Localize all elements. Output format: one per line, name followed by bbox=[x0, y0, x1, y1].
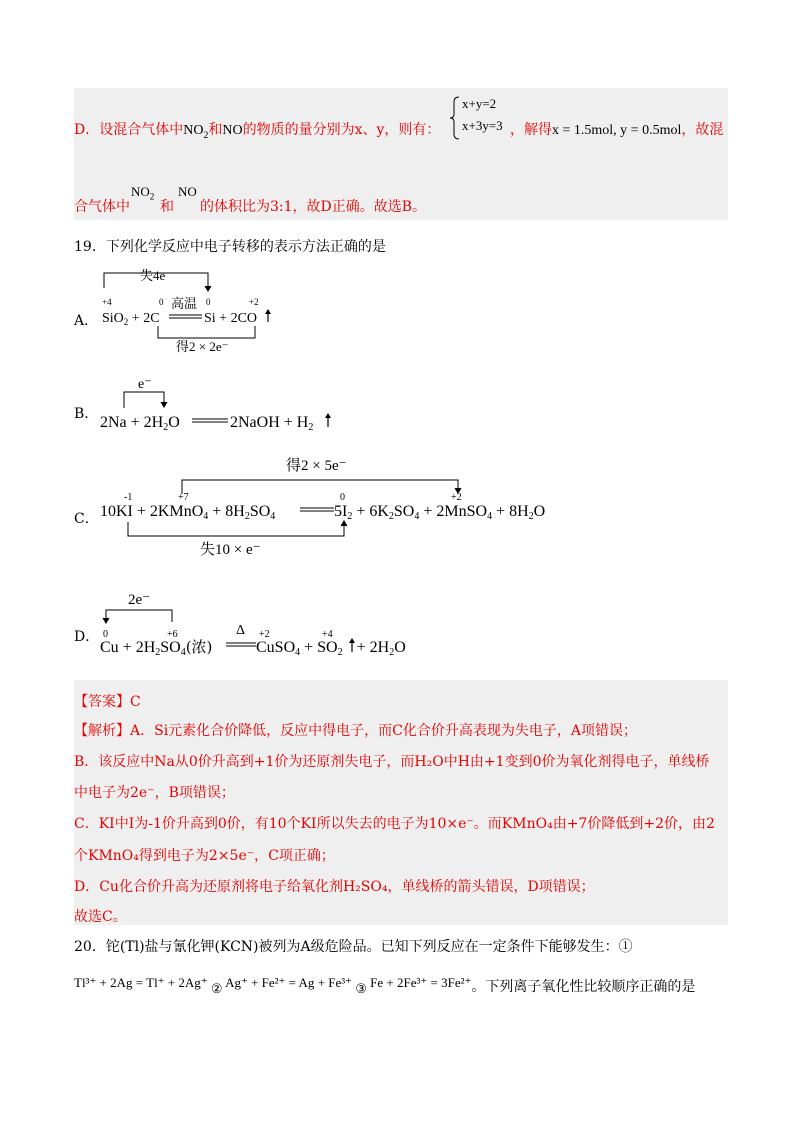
answer-tag: 【答案】 bbox=[74, 694, 130, 710]
q18-d-line2-a: 合气体中 bbox=[74, 199, 130, 215]
svg-text:Si + 2CO: Si + 2CO bbox=[204, 311, 258, 326]
answer-value: C bbox=[130, 694, 141, 710]
q18-d-line2-b: 的体积比为3:1，故D正确。故选B。 bbox=[200, 199, 427, 215]
system-eq-1: x+y=2 bbox=[462, 96, 497, 111]
svg-text:0: 0 bbox=[340, 492, 345, 503]
q18-d-line1-tail: ，解得x = 1.5mol, y = 0.5mol，故混 bbox=[510, 122, 724, 138]
q18-d-and: 和 bbox=[160, 199, 174, 215]
option-d-label: D． bbox=[74, 629, 100, 645]
svg-text:Cu + 2H2SO4(浓): Cu + 2H2SO4(浓) bbox=[100, 638, 213, 658]
formula-no: NO bbox=[178, 184, 197, 199]
system-eq-2: x+3y=3 bbox=[462, 118, 503, 133]
q20-tail: 。下列离子氧化性比较顺序正确的是 bbox=[471, 979, 696, 995]
formula-no2: $NO_2$ bbox=[131, 184, 155, 202]
option-c-label: C． bbox=[74, 511, 99, 527]
option-a-label: A． bbox=[74, 313, 99, 329]
analysis-p2a: B．该反应中Na从0价升高到+1价为还原剂失电子，而H₂O中H由+1变到0价为氧化剂得电子，单线桥 bbox=[74, 754, 710, 770]
svg-text:-1: -1 bbox=[124, 492, 133, 503]
svg-text:0: 0 bbox=[103, 629, 108, 640]
option-a-top-label: 失4e bbox=[140, 268, 166, 283]
option-d-top-label: 2e⁻ bbox=[128, 592, 151, 608]
svg-text:+4: +4 bbox=[102, 297, 112, 307]
option-c-top-label: 得2 × 5e⁻ bbox=[286, 458, 347, 474]
option-b-top-label: e⁻ bbox=[138, 377, 152, 392]
svg-text:10KI + 2KMnO4 + 8H2SO4: 10KI + 2KMnO4 + 8H2SO4 bbox=[100, 503, 276, 522]
svg-text:0: 0 bbox=[159, 297, 164, 307]
reaction-3-num: ③ bbox=[355, 982, 367, 997]
analysis-p5: 故选C。 bbox=[74, 909, 127, 925]
svg-text:+2: +2 bbox=[259, 629, 270, 640]
option-d-equation bbox=[96, 584, 436, 658]
option-b-equation bbox=[96, 370, 356, 434]
option-b-label: B． bbox=[74, 406, 99, 422]
analysis-p4: D．Cu化合价升高为还原剂将电子给氧化剂H₂SO₄，单线桥的箭头错误，D项错误； bbox=[74, 879, 595, 895]
reaction-1: Tl³⁺ + 2Ag = Tl⁺ + 2Ag⁺ bbox=[74, 975, 208, 990]
analysis-p3b: 个KMnO₄得到电子为2×5e⁻，C项正确； bbox=[74, 848, 335, 864]
svg-text:+2: +2 bbox=[249, 297, 259, 307]
option-a-equation bbox=[96, 258, 296, 354]
reaction-2-num: ② bbox=[210, 982, 223, 997]
option-c-bottom-label: 失10 × e⁻ bbox=[200, 542, 261, 558]
svg-text:CuSO4 + SO2 + 2H2O: CuSO4 + SO2 + 2H2O bbox=[256, 639, 406, 658]
equation-system-brace bbox=[449, 96, 461, 140]
option-a-condition: 高温 bbox=[171, 296, 198, 311]
analysis-p3a: C．KI中I为-1价升高到0价，有10个KI所以失去的电子为10×e⁻。而KMnO₄由+7价降低到+2价，由2 bbox=[74, 816, 715, 832]
option-a-bottom-label: 得2 × 2e⁻ bbox=[176, 339, 229, 354]
option-d-condition: Δ bbox=[236, 623, 246, 638]
svg-text:SiO2 + 2C: SiO$_2$ + 2C bbox=[102, 311, 160, 327]
svg-text:+4: +4 bbox=[322, 629, 333, 640]
svg-text:+6: +6 bbox=[167, 629, 178, 640]
reaction-2: Ag⁺ + Fe²⁺ = Ag + Fe³⁺ bbox=[225, 975, 353, 990]
analysis-p2b: 中电子为2e⁻，B项错误； bbox=[74, 785, 235, 801]
svg-text:2Na + 2H2O: 2Na + 2H2O bbox=[100, 414, 180, 433]
svg-text:+2: +2 bbox=[451, 492, 462, 503]
q20-reactions bbox=[74, 972, 696, 997]
option-c-equation bbox=[96, 452, 576, 562]
reaction-3: Fe + 2Fe³⁺ = 3Fe²⁺ bbox=[370, 975, 472, 990]
svg-text:+7: +7 bbox=[178, 492, 189, 503]
analysis-p1: 【解析】A．Si元素化合价降低，反应中得电子，而C化合价升高表现为失电子，A项错误； bbox=[74, 723, 637, 739]
svg-text:0: 0 bbox=[206, 297, 211, 307]
svg-text:2NaOH + H2: 2NaOH + H2 bbox=[230, 414, 314, 433]
answer-line bbox=[74, 691, 141, 711]
q20-stem: 20．铊(Tl)盐与氰化钾(KCN)被列为A级危险品。已知下列反应在一定条件下能够发生：① bbox=[74, 939, 633, 955]
q18-d-line1: D．设混合气体中$NO_2$和NO的物质的量分别为x、y，则有： bbox=[74, 122, 441, 141]
q19-stem: 19．下列化学反应中电子转移的表示方法正确的是 bbox=[74, 239, 386, 255]
svg-text:5I2 + 6K2SO4 + 2MnSO4 + 8H2O: 5I2 + 6K2SO4 + 2MnSO4 + 8H2O bbox=[334, 503, 546, 522]
